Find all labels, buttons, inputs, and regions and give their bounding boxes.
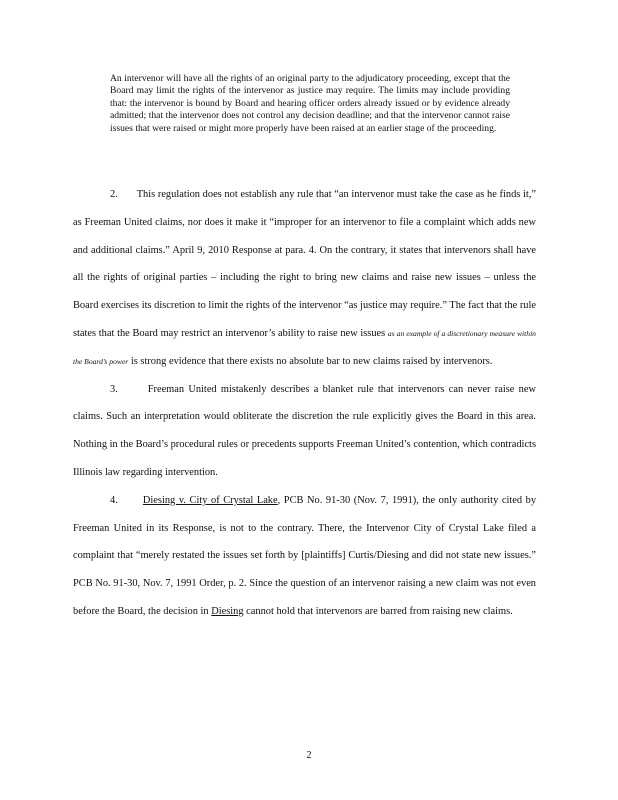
case-citation: Diesing v. City of Crystal Lake (142, 494, 278, 506)
paragraph-3 (73, 376, 536, 487)
paragraph-number: 2. (110, 189, 118, 200)
paragraph-text: Freeman United mistakenly describes a blanket rule that intervenors can never raise new claims. Such an interpretation would obliterate the discretion the rule explicitly gives the Board in this area. Nothing in the Board’s procedural rules or precedents supports Freeman United’s contention, which contradicts Illinois law regarding intervention. (73, 383, 536, 478)
italic-phrase: as an example of a discretionary measure within the Board’s power (73, 328, 536, 366)
case-citation-short: Diesing (211, 605, 244, 617)
paragraph-4 (73, 487, 536, 626)
paragraph-number: 3. (110, 383, 118, 395)
paragraph-text: is strong evidence that there exists no absolute bar to new claims raised by intervenors. (130, 355, 493, 367)
page-number: 2 (306, 750, 312, 761)
paragraph-number: 4. (110, 494, 118, 506)
block-quote: An intervenor will have all the rights of an original party to the adjudicatory proceeding, except that the Board may limit the rights of the intervenor as justice may require. The limits may include providing that: the intervenor is bound by Board and hearing officer orders already issued or by evidence already admitted; that the intervenor does not control any decision deadline; and that the intervenor cannot raise issues that were raised or might more properly have been raised at an earlier stage of the proceeding. (110, 73, 510, 134)
paragraph-text: , PCB No. 91-30 (Nov. 7, 1991), the only authority cited by Freeman United in its Response, is not to the contrary. There, the Intervenor City of Crystal Lake filed a complaint that “merely restated the issues set forth by [plaintiffs] Curtis/Diesing and did not state new issues.” PCB No. 91-30, Nov. 7, 1991 Order, p. 2. Since the question of an intervenor raising a new claim was not even before the Board, the decision in (73, 494, 537, 617)
paragraph-2 (73, 181, 536, 376)
document-body (73, 181, 536, 626)
paragraph-text: cannot hold that intervenors are barred from raising new claims. (246, 605, 513, 617)
paragraph-text: This regulation does not establish any rule that “an intervenor must take the case as he finds it,” as Freeman United claims, nor does it make it “improper for an intervenor to file a complaint which adds new and additional claims.” April 9, 2010 Response at para. 4. On the contrary, it states that intervenors shall have all the rights of original parties – including the right to bring new claims and raise new issues – unless the Board exercises its discretion to limit the rights of the intervenor “as justice may require.” The fact that the rule states that the Board may restrict an intervenor’s ability to raise new issues (73, 189, 536, 339)
